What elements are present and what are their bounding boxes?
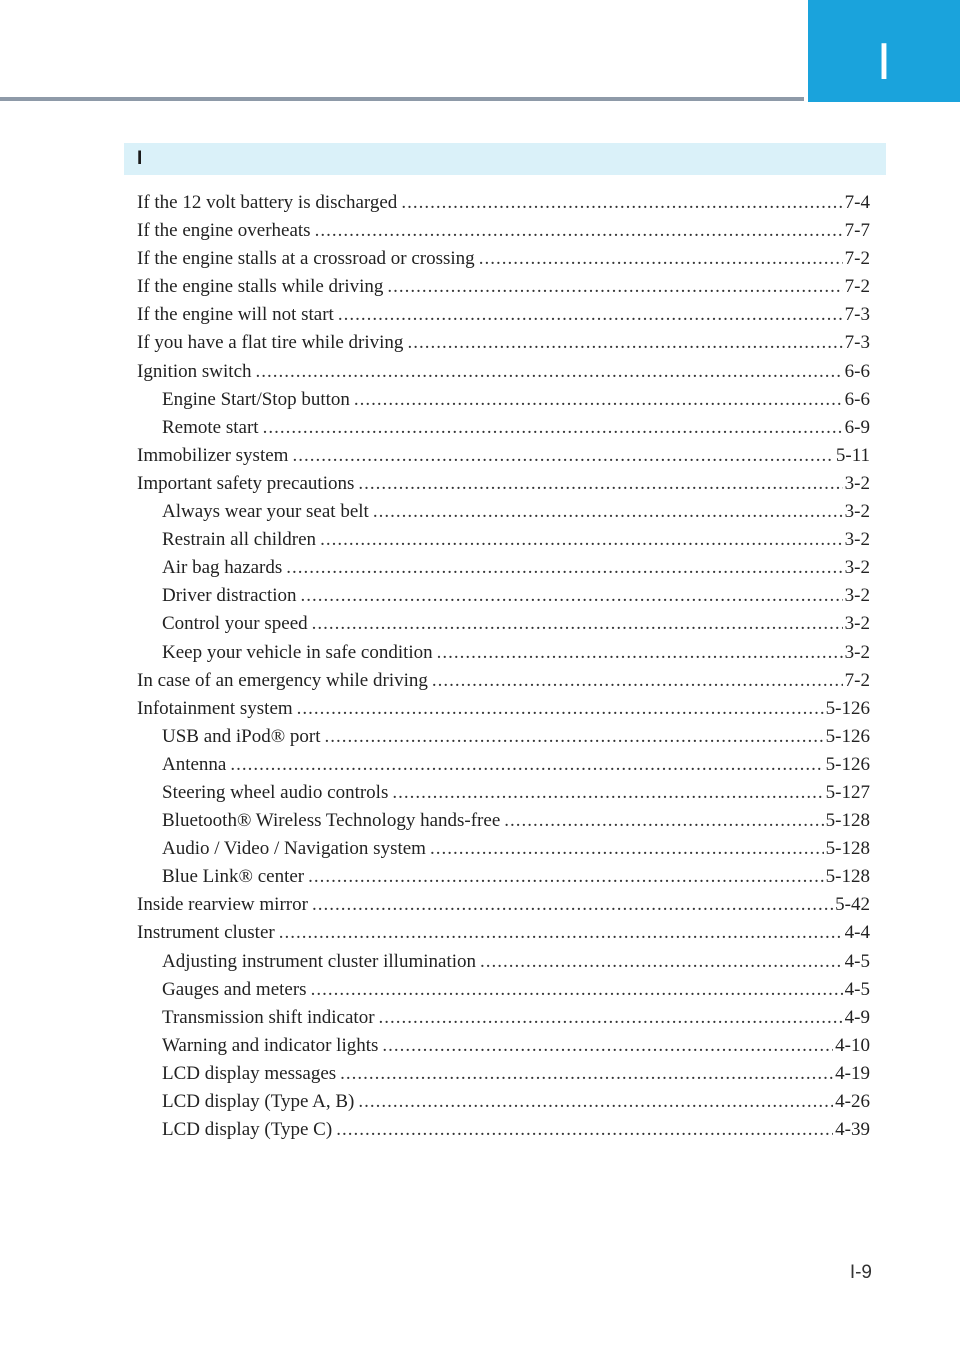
leader-dots (315, 217, 843, 245)
index-entry-page: 7-2 (844, 276, 870, 298)
index-entry-page: 3-2 (844, 613, 870, 635)
index-entry-page: 4-19 (835, 1062, 870, 1084)
leader-dots (354, 386, 843, 414)
index-entry-label: Steering wheel audio controls (162, 781, 389, 803)
index-entry-label: Air bag hazards (162, 557, 283, 579)
index-entry-label: If the 12 volt battery is discharged (137, 192, 398, 213)
index-list (137, 189, 870, 1144)
index-entry-page: 4-39 (835, 1119, 870, 1141)
index-entry-page: 5-128 (825, 866, 870, 888)
header-rule (0, 97, 804, 101)
index-entry-label: If the engine stalls at a crossroad or crossing (137, 248, 475, 270)
index-entry-page: 5-128 (825, 838, 870, 860)
index-entry-label: If the engine overheats (137, 220, 311, 242)
index-entry-label: Ignition switch (137, 360, 252, 382)
index-subentry (137, 948, 870, 976)
index-entry-label: Infotainment system (137, 697, 293, 719)
index-entry-label: Audio / Video / Navigation system (162, 838, 426, 860)
leader-dots (407, 329, 842, 357)
index-entry-page: 4-9 (844, 1006, 870, 1028)
index-entry-page: 7-2 (844, 248, 870, 270)
leader-dots (430, 835, 824, 863)
index-entry-page: 3-2 (844, 529, 870, 551)
index-entry-label: USB and iPod® port (162, 725, 321, 747)
index-entry-label: Immobilizer system (137, 444, 289, 466)
index-entry (137, 189, 870, 217)
leader-dots (308, 863, 824, 891)
leader-dots (358, 1088, 833, 1116)
leader-dots (432, 667, 843, 695)
leader-dots (297, 695, 824, 723)
leader-dots (401, 189, 842, 217)
leader-dots (358, 470, 842, 498)
leader-dots (312, 610, 843, 638)
index-entry-page: 7-4 (844, 192, 870, 213)
leader-dots (312, 891, 833, 919)
leader-dots (301, 582, 843, 610)
index-entry-label: If the engine will not start (137, 304, 334, 326)
index-entry-page: 5-11 (835, 444, 870, 466)
index-entry-label: Bluetooth® Wireless Technology hands-free (162, 810, 501, 832)
index-entry-page: 5-126 (825, 725, 870, 747)
index-entry-page: 6-6 (844, 360, 870, 382)
index-entry-label: Keep your vehicle in safe condition (162, 641, 433, 663)
index-entry-label: Antenna (162, 753, 227, 775)
index-entry (137, 470, 870, 498)
index-entry-page: 3-2 (844, 557, 870, 579)
index-entry-label: Engine Start/Stop button (162, 388, 350, 410)
index-entry-label: Important safety precautions (137, 472, 355, 494)
index-subentry (137, 723, 870, 751)
index-entry (137, 217, 870, 245)
leader-dots (256, 358, 843, 386)
index-entry-page: 7-3 (844, 304, 870, 326)
index-entry-page: 7-3 (844, 332, 870, 354)
index-subentry (137, 498, 870, 526)
index-entry-label: LCD display (Type A, B) (162, 1091, 355, 1112)
index-subentry (137, 1088, 870, 1116)
leader-dots (437, 639, 843, 667)
index-entry-page: 5-127 (825, 781, 870, 803)
leader-dots (311, 976, 843, 1004)
index-entry-page: 5-42 (835, 894, 870, 916)
index-entry-page: 4-5 (844, 950, 870, 972)
index-entry-label: LCD display (Type C) (162, 1119, 333, 1141)
index-entry (137, 891, 870, 919)
chapter-tab-letter: I (876, 33, 892, 91)
leader-dots (336, 1116, 833, 1144)
index-subentry (137, 639, 870, 667)
index-entry-label: Always wear your seat belt (162, 501, 369, 523)
index-entry-label: Adjusting instrument cluster illumination (162, 950, 477, 972)
index-subentry (137, 526, 870, 554)
index-entry (137, 442, 870, 470)
index-entry (137, 273, 870, 301)
index-subentry (137, 1004, 870, 1032)
index-entry-label: If you have a flat tire while driving (137, 332, 404, 354)
section-letter: I (137, 148, 143, 169)
index-entry-label: Restrain all children (162, 529, 317, 551)
leader-dots (325, 723, 824, 751)
index-subentry (137, 835, 870, 863)
index-entry-page: 5-128 (825, 810, 870, 832)
leader-dots (320, 526, 843, 554)
index-entry-label: Transmission shift indicator (162, 1006, 375, 1028)
index-entry-label: Driver distraction (162, 585, 297, 607)
leader-dots (480, 948, 843, 976)
index-entry-page: 4-10 (835, 1034, 870, 1056)
index-entry-page: 3-2 (844, 501, 870, 523)
leader-dots (230, 751, 823, 779)
index-entry-page: 6-9 (844, 416, 870, 438)
index-entry (137, 667, 870, 695)
index-entry (137, 919, 870, 947)
leader-dots (392, 779, 823, 807)
leader-dots (292, 442, 833, 470)
leader-dots (340, 1060, 833, 1088)
index-entry-page: 3-2 (844, 585, 870, 607)
index-entry-page: 7-2 (844, 669, 870, 691)
leader-dots (373, 498, 843, 526)
section-header-bar (124, 143, 886, 175)
index-entry-label: LCD display messages (162, 1062, 337, 1084)
index-subentry (137, 610, 870, 638)
index-entry (137, 329, 870, 357)
index-entry-label: Remote start (162, 416, 259, 438)
index-entry-label: Gauges and meters (162, 978, 307, 1000)
index-subentry (137, 386, 870, 414)
leader-dots (338, 301, 843, 329)
index-entry-label: If the engine stalls while driving (137, 276, 384, 298)
index-entry-page: 3-2 (844, 641, 870, 663)
leader-dots (387, 273, 842, 301)
index-entry-label: Instrument cluster (137, 922, 275, 944)
index-entry-page: 6-6 (844, 388, 870, 410)
index-entry (137, 301, 870, 329)
index-entry-label: Control your speed (162, 613, 308, 635)
leader-dots (382, 1032, 833, 1060)
index-entry (137, 358, 870, 386)
index-subentry (137, 414, 870, 442)
index-entry-label: Blue Link® center (162, 866, 305, 888)
index-subentry (137, 779, 870, 807)
index-subentry (137, 863, 870, 891)
index-subentry (137, 976, 870, 1004)
index-entry-page: 4-4 (844, 922, 870, 944)
index-subentry (137, 1032, 870, 1060)
index-subentry (137, 582, 870, 610)
index-subentry (137, 807, 870, 835)
leader-dots (479, 245, 843, 273)
index-entry-page: 5-126 (825, 753, 870, 775)
leader-dots (279, 919, 843, 947)
index-entry-page: 3-2 (844, 472, 870, 494)
index-entry-label: Inside rearview mirror (137, 894, 308, 916)
leader-dots (286, 554, 842, 582)
index-entry-page: 5-126 (825, 697, 870, 719)
index-subentry (137, 1116, 870, 1144)
index-subentry (137, 751, 870, 779)
index-entry-label: In case of an emergency while driving (137, 669, 428, 691)
index-entry-page: 7-7 (844, 220, 870, 242)
index-entry-label: Warning and indicator lights (162, 1034, 379, 1056)
index-entry-page: 4-26 (835, 1091, 870, 1112)
index-entry (137, 245, 870, 273)
leader-dots (379, 1004, 843, 1032)
leader-dots (263, 414, 843, 442)
leader-dots (504, 807, 823, 835)
index-entry (137, 695, 870, 723)
page-number: I-9 (849, 1262, 872, 1283)
index-subentry (137, 554, 870, 582)
index-subentry (137, 1060, 870, 1088)
chapter-tab (808, 0, 960, 102)
index-entry-page: 4-5 (844, 978, 870, 1000)
